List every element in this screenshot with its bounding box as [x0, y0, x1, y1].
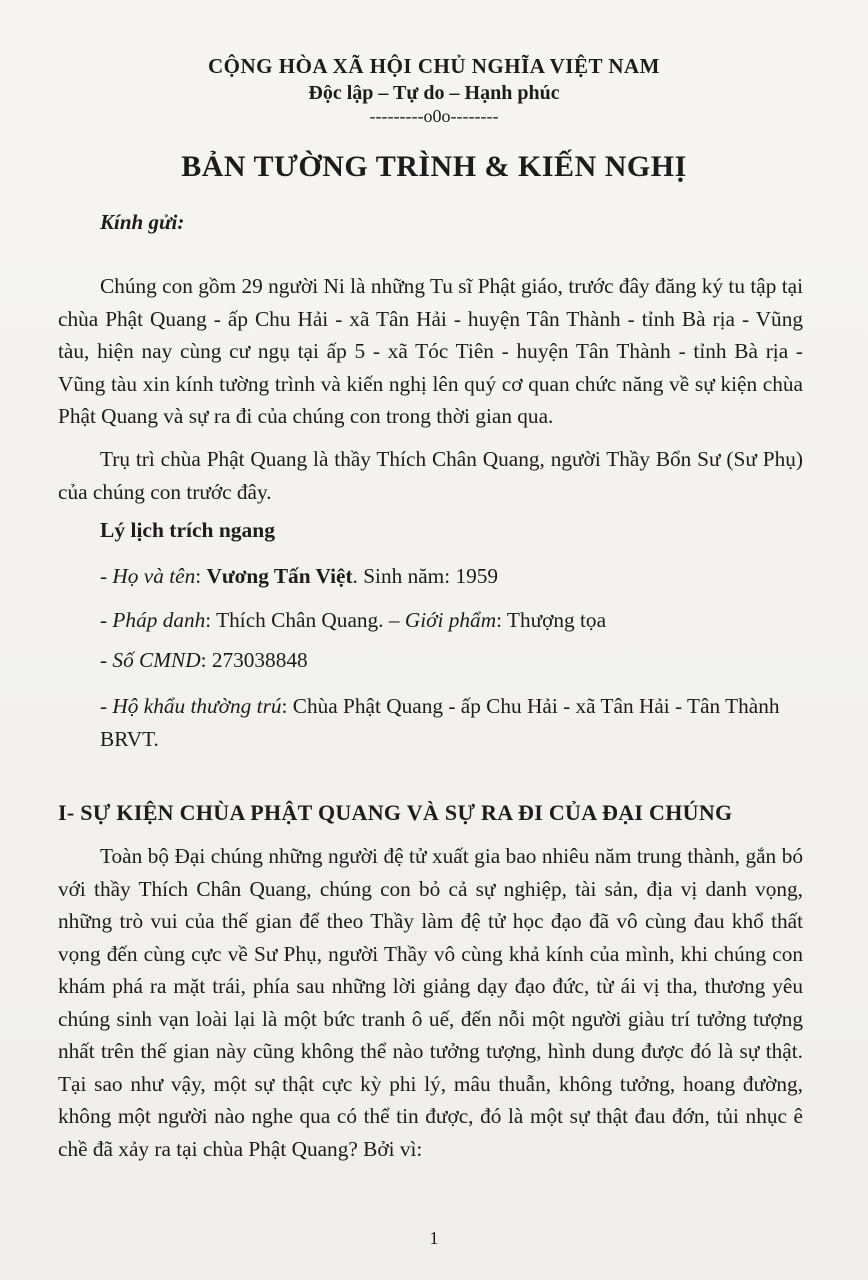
dharma-value: : Thích Chân Quang. – [205, 608, 405, 632]
rank-value: : Thượng tọa [496, 608, 607, 632]
id-label: - Số CMND [100, 648, 201, 672]
residence-value: : Chùa Phật Quang - ấp Chu Hải - xã Tân Hải - Tân Thành BRVT. [100, 694, 780, 751]
national-title: CỘNG HÒA XÃ HỘI CHỦ NGHĨA VIỆT NAM [207, 54, 661, 78]
page-number: 1 [429, 1228, 439, 1248]
bio-heading: Lý lịch trích ngang [100, 518, 276, 542]
rank-label: Giới phẩm [404, 608, 497, 632]
separator-line: ---------o0o-------- [369, 106, 499, 126]
intro-paragraph: Chúng con gồm 29 người Ni là những Tu sĩ Phật giáo, trước đây đăng ký tu tập tại chùa Phật Quang - ấp Chu Hải - xã Tân Hải - huyện Tân Thành - tỉnh Bà rịa - Vũng tàu, hiện nay cùng cư ngụ tại ấp 5 - xã Tóc Tiên - huyện Tân Thành - tỉnh Bà rịa - Vũng tàu xin kính tường trình và kiến nghị lên quý cơ quan chức năng về sự kiện chùa Phật Quang và sự ra đi của chúng con trong thời gian qua. [58, 274, 803, 428]
name-value: Vương Tấn Việt [206, 564, 353, 588]
bio-dharma-line [100, 608, 606, 633]
bio-id-line [100, 648, 308, 673]
residence-label: - Hộ khẩu thường trú [100, 694, 282, 718]
abbot-paragraph: Trụ trì chùa Phật Quang là thầy Thích Chân Quang, người Thầy Bổn Sư (Sư Phụ) của chúng con trước đây. [58, 447, 803, 504]
name-label: - Họ và tên [100, 564, 196, 588]
colon: : [195, 564, 207, 588]
greeting: Kính gửi: [100, 210, 185, 234]
national-motto: Độc lập – Tự do – Hạnh phúc [308, 82, 560, 104]
id-value: : 273038848 [200, 648, 308, 672]
bio-name-line [100, 564, 498, 589]
dharma-label: - Pháp danh [100, 608, 206, 632]
document-title: BẢN TƯỜNG TRÌNH & KIẾN NGHỊ [181, 150, 687, 183]
section-heading: I- SỰ KIỆN CHÙA PHẬT QUANG VÀ SỰ RA ĐI CỦA ĐẠI CHÚNG [58, 800, 733, 825]
bio-residence-line [100, 690, 800, 755]
birth-year: . Sinh năm: 1959 [352, 564, 499, 588]
section-body: Toàn bộ Đại chúng những người đệ tử xuất gia bao nhiêu năm trung thành, gắn bó với thầy Thích Chân Quang, chúng con bỏ cả sự nghiệp, tài sản, địa vị danh vọng, những trò vui của thế gian để theo Thầy làm đệ tử học đạo đã vô cùng đau khổ thất vọng đến cùng cực về Sư Phụ, người Thầy vô cùng khả kính của mình, khi chúng con khám phá ra mặt trái, phía sau những lời giảng dạy đạo đức, từ ái vị tha, thương yêu chúng sinh vạn loài lại là một bức tranh ô uế, đến nỗi một người giàu trí tưởng tượng nhất trên thế gian này cũng không thể nào tưởng tượng, hình dung được đó là sự thật. Tại sao như vậy, một sự thật cực kỳ phi lý, mâu thuẫn, không tưởng, hoang đường, không một người nào nghe qua có thể tin được, đó là một sự thật đau đớn, tủi nhục ê chề đã xảy ra tại chùa Phật Quang? Bởi vì: [58, 844, 803, 1161]
